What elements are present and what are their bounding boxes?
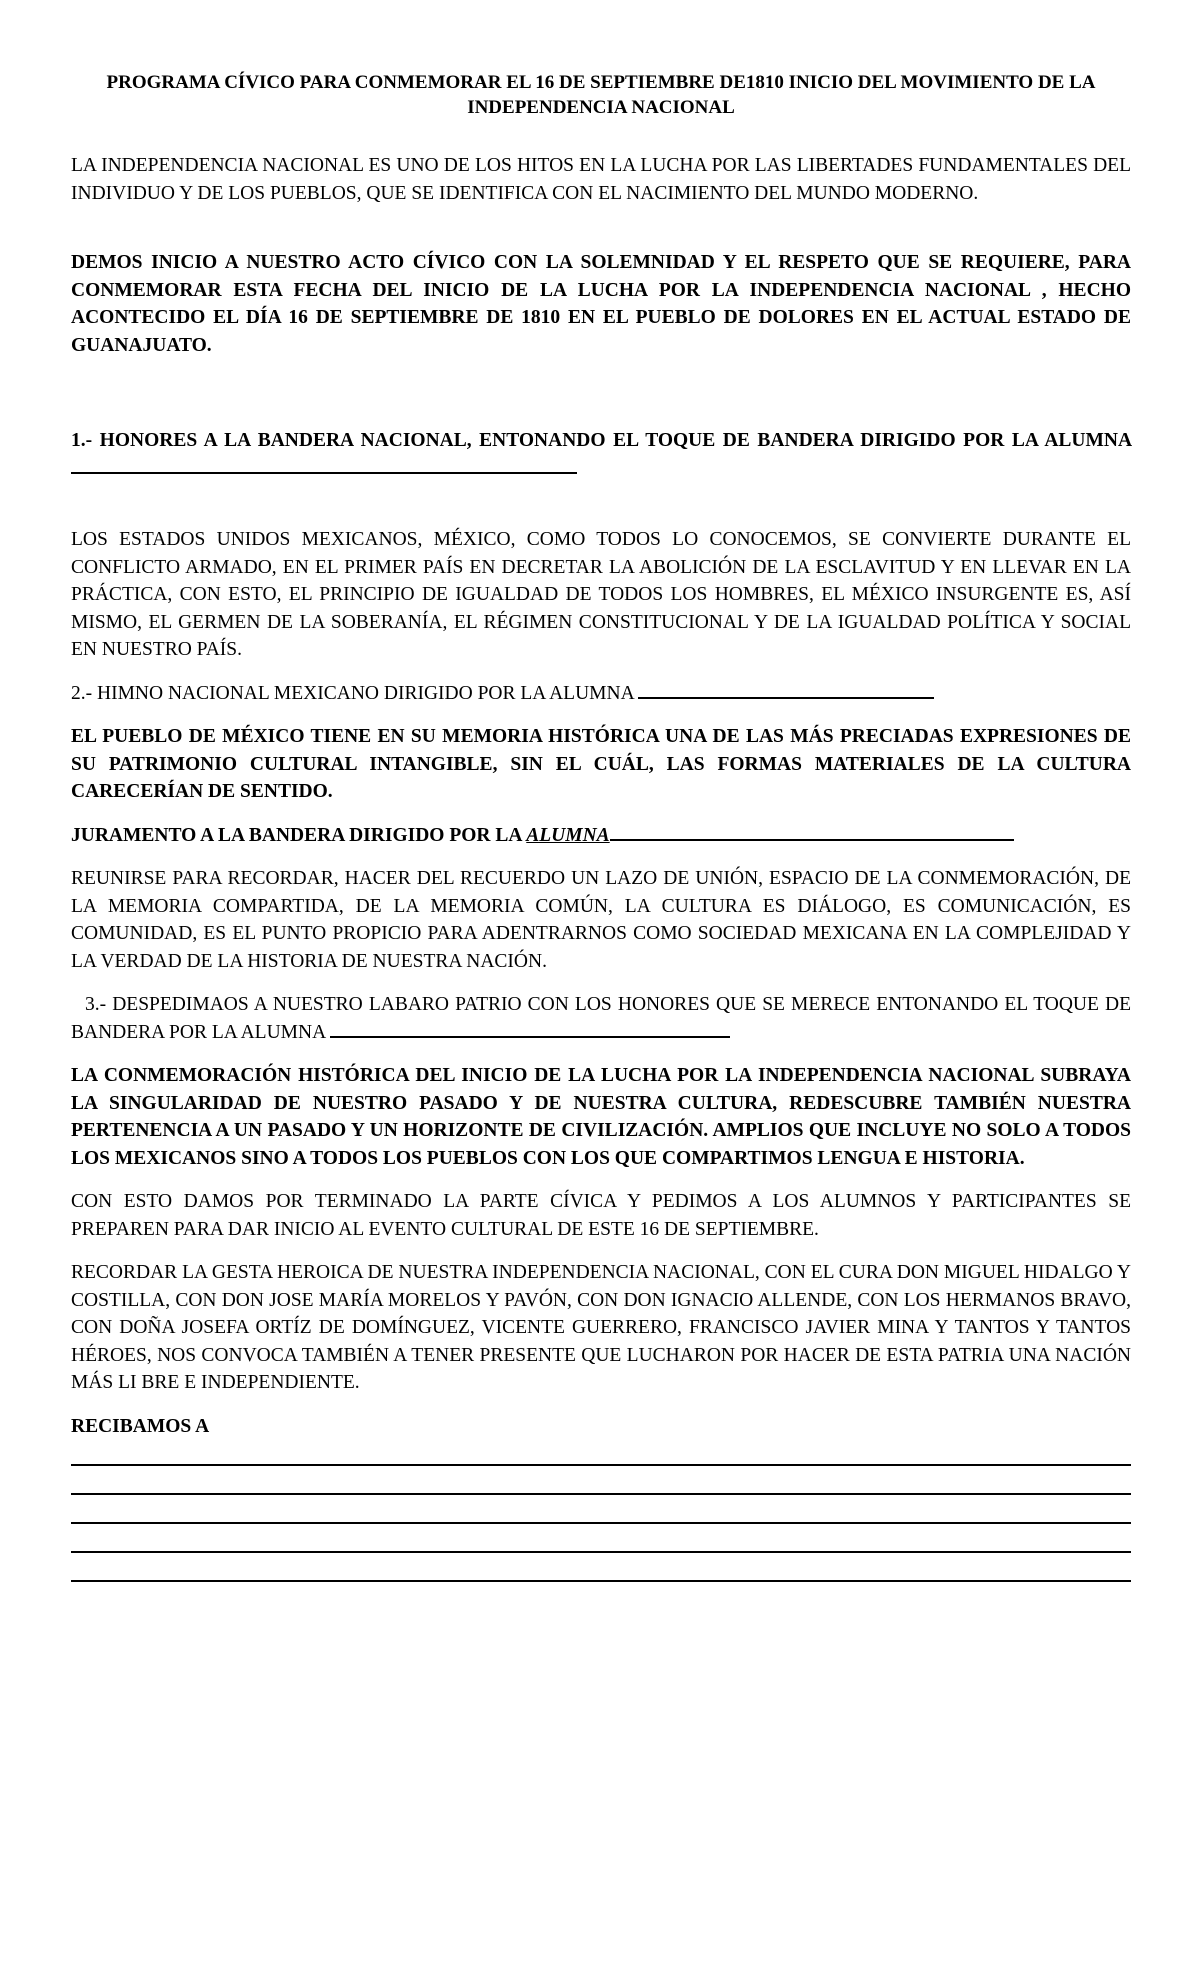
- item-2-name-blank[interactable]: [638, 680, 934, 699]
- commemoration-paragraph: LA CONMEMORACIÓN HISTÓRICA DEL INICIO DE LA LUCHA POR LA INDEPENDENCIA NACIONAL SUBRAYA LA SINGULARIDAD DE NUESTRO PASADO Y DE NUESTRA CULTURA, REDESCUBRE TAMBIÉN NUESTRA PERTENENCIA A UN PASADO Y UN HORIZONTE DE CIVILIZACIÓN. AMPLIOS QUE INCLUYE NO SOLO A TODOS LOS MEXICANOS SINO A TODOS LOS PUEBLOS CON LOS QUE COMPARTIMOS LENGUA E HISTORIA.: [71, 1065, 1131, 1169]
- item-1: [71, 427, 1131, 482]
- juramento-alumna: ALUMNA: [526, 824, 610, 846]
- blank-line[interactable]: [71, 1553, 1131, 1582]
- item-1-text: 1.- HONORES A LA BANDERA NACIONAL, ENTONANDO EL TOQUE DE BANDERA DIRIGIDO POR LA ALUMNA: [71, 430, 1131, 451]
- item-3-text: 3.- DESPEDIMAOS A NUESTRO LABARO PATRIO CON LOS HONORES QUE SE MERECE ENTONANDO EL TOQUE DE BANDERA POR LA ALUMNA: [71, 994, 1131, 1043]
- juramento-name-blank[interactable]: [610, 822, 1014, 841]
- blank-line[interactable]: [71, 1466, 1131, 1495]
- heroes-paragraph: RECORDAR LA GESTA HEROICA DE NUESTRA INDEPENDENCIA NACIONAL, CON EL CURA DON MIGUEL HIDALGO Y COSTILLA, CON DON JOSE MARÍA MORELOS Y PAVÓN, CON DON IGNACIO ALLENDE, CON LOS HERMANOS BRAVO, CON DOÑA JOSEFA ORTÍZ DE DOMÍNGUEZ, VICENTE GUERRERO, FRANCISCO JAVIER MINA Y TANTOS Y TANTOS HÉROES, NOS CONVOCA TAMBIÉN A TENER PRESENTE QUE LUCHARON POR HACER DE ESTA PATRIA UNA NACIÓN MÁS LI BRE E INDEPENDIENTE.: [71, 1262, 1131, 1393]
- juramento-text: JURAMENTO A LA BANDERA DIRIGIDO POR LA: [71, 824, 522, 846]
- intro-paragraph: LA INDEPENDENCIA NACIONAL ES UNO DE LOS HITOS EN LA LUCHA POR LAS LIBERTADES FUNDAMENTALES DEL INDIVIDUO Y DE LOS PUEBLOS, QUE SE IDENTIFICA CON EL NACIMIENTO DEL MUNDO MODERNO.: [71, 155, 1131, 204]
- item-2: [71, 680, 1131, 708]
- closing-paragraph: CON ESTO DAMOS POR TERMINADO LA PARTE CÍVICA Y PEDIMOS A LOS ALUMNOS Y PARTICIPANTES SE PREPAREN PARA DAR INICIO AL EVENTO CULTURAL DE ESTE 16 DE SEPTIEMBRE.: [71, 1191, 1131, 1240]
- item-1-name-blank[interactable]: [71, 455, 577, 474]
- item-3: [71, 991, 1131, 1046]
- item-3-name-blank[interactable]: [330, 1019, 730, 1038]
- reunion-paragraph: REUNIRSE PARA RECORDAR, HACER DEL RECUERDO UN LAZO DE UNIÓN, ESPACIO DE LA CONMEMORACIÓN, DE LA MEMORIA COMPARTIDA, DE LA MEMORIA COMÚN, LA CULTURA ES DIÁLOGO, ES COMUNICACIÓN, ES COMUNIDAD, ES EL PUNTO PROPICIO PARA ADENTRARNOS COMO SOCIEDAD MEXICANA EN LA COMPLEJIDAD Y LA VERDAD DE LA HISTORIA DE NUESTRA NACIÓN.: [71, 868, 1131, 972]
- blank-line[interactable]: [71, 1495, 1131, 1524]
- blank-line[interactable]: [71, 1524, 1131, 1553]
- history-paragraph: LOS ESTADOS UNIDOS MEXICANOS, MÉXICO, COMO TODOS LO CONOCEMOS, SE CONVIERTE DURANTE EL CONFLICTO ARMADO, EN EL PRIMER PAÍS EN DECRETAR LA ABOLICIÓN DE LA ESCLAVITUD Y EN LLEVAR EN LA PRÁCTICA, CON ESTO, EL PRINCIPIO DE IGUALDAD DE TODOS LOS HOMBRES, EL MÉXICO INSURGENTE ES, ASÍ MISMO, EL GERMEN DE LA SOBERANÍA, EL RÉGIMEN CONSTITUCIONAL Y DE LA IGUALDAD POLÍTICA Y SOCIAL EN NUESTRO PAÍS.: [71, 529, 1131, 660]
- memory-paragraph: EL PUEBLO DE MÉXICO TIENE EN SU MEMORIA HISTÓRICA UNA DE LAS MÁS PRECIADAS EXPRESIONES DE SU PATRIMONIO CULTURAL INTANGIBLE, SIN EL CUÁL, LAS FORMAS MATERIALES DE LA CULTURA CARECERÍAN DE SENTIDO.: [71, 726, 1131, 802]
- blank-line[interactable]: [71, 1458, 1131, 1466]
- document-page: [71, 70, 1131, 1582]
- item-2-text: 2.- HIMNO NACIONAL MEXICANO DIRIGIDO POR LA ALUMNA: [71, 682, 634, 704]
- opening-paragraph: DEMOS INICIO A NUESTRO ACTO CÍVICO CON LA SOLEMNIDAD Y EL RESPETO QUE SE REQUIERE, PARA CONMEMORAR ESTA FECHA DEL INICIO DE LA LUCHA POR LA INDEPENDENCIA NACIONAL , HECHO ACONTECIDO EL DÍA 16 DE SEPTIEMBRE DE 1810 EN EL PUEBLO DE DOLORES EN EL ACTUAL ESTADO DE GUANAJUATO.: [71, 252, 1131, 356]
- recibamos-heading: RECIBAMOS A: [71, 1415, 210, 1437]
- juramento-line: [71, 822, 1131, 850]
- document-title: PROGRAMA CÍVICO PARA CONMEMORAR EL 16 DE SEPTIEMBRE DE1810 INICIO DEL MOVIMIENTO DE LA INDEPENDENCIA NACIONAL: [106, 72, 1096, 118]
- recibamos-lines: [71, 1458, 1131, 1582]
